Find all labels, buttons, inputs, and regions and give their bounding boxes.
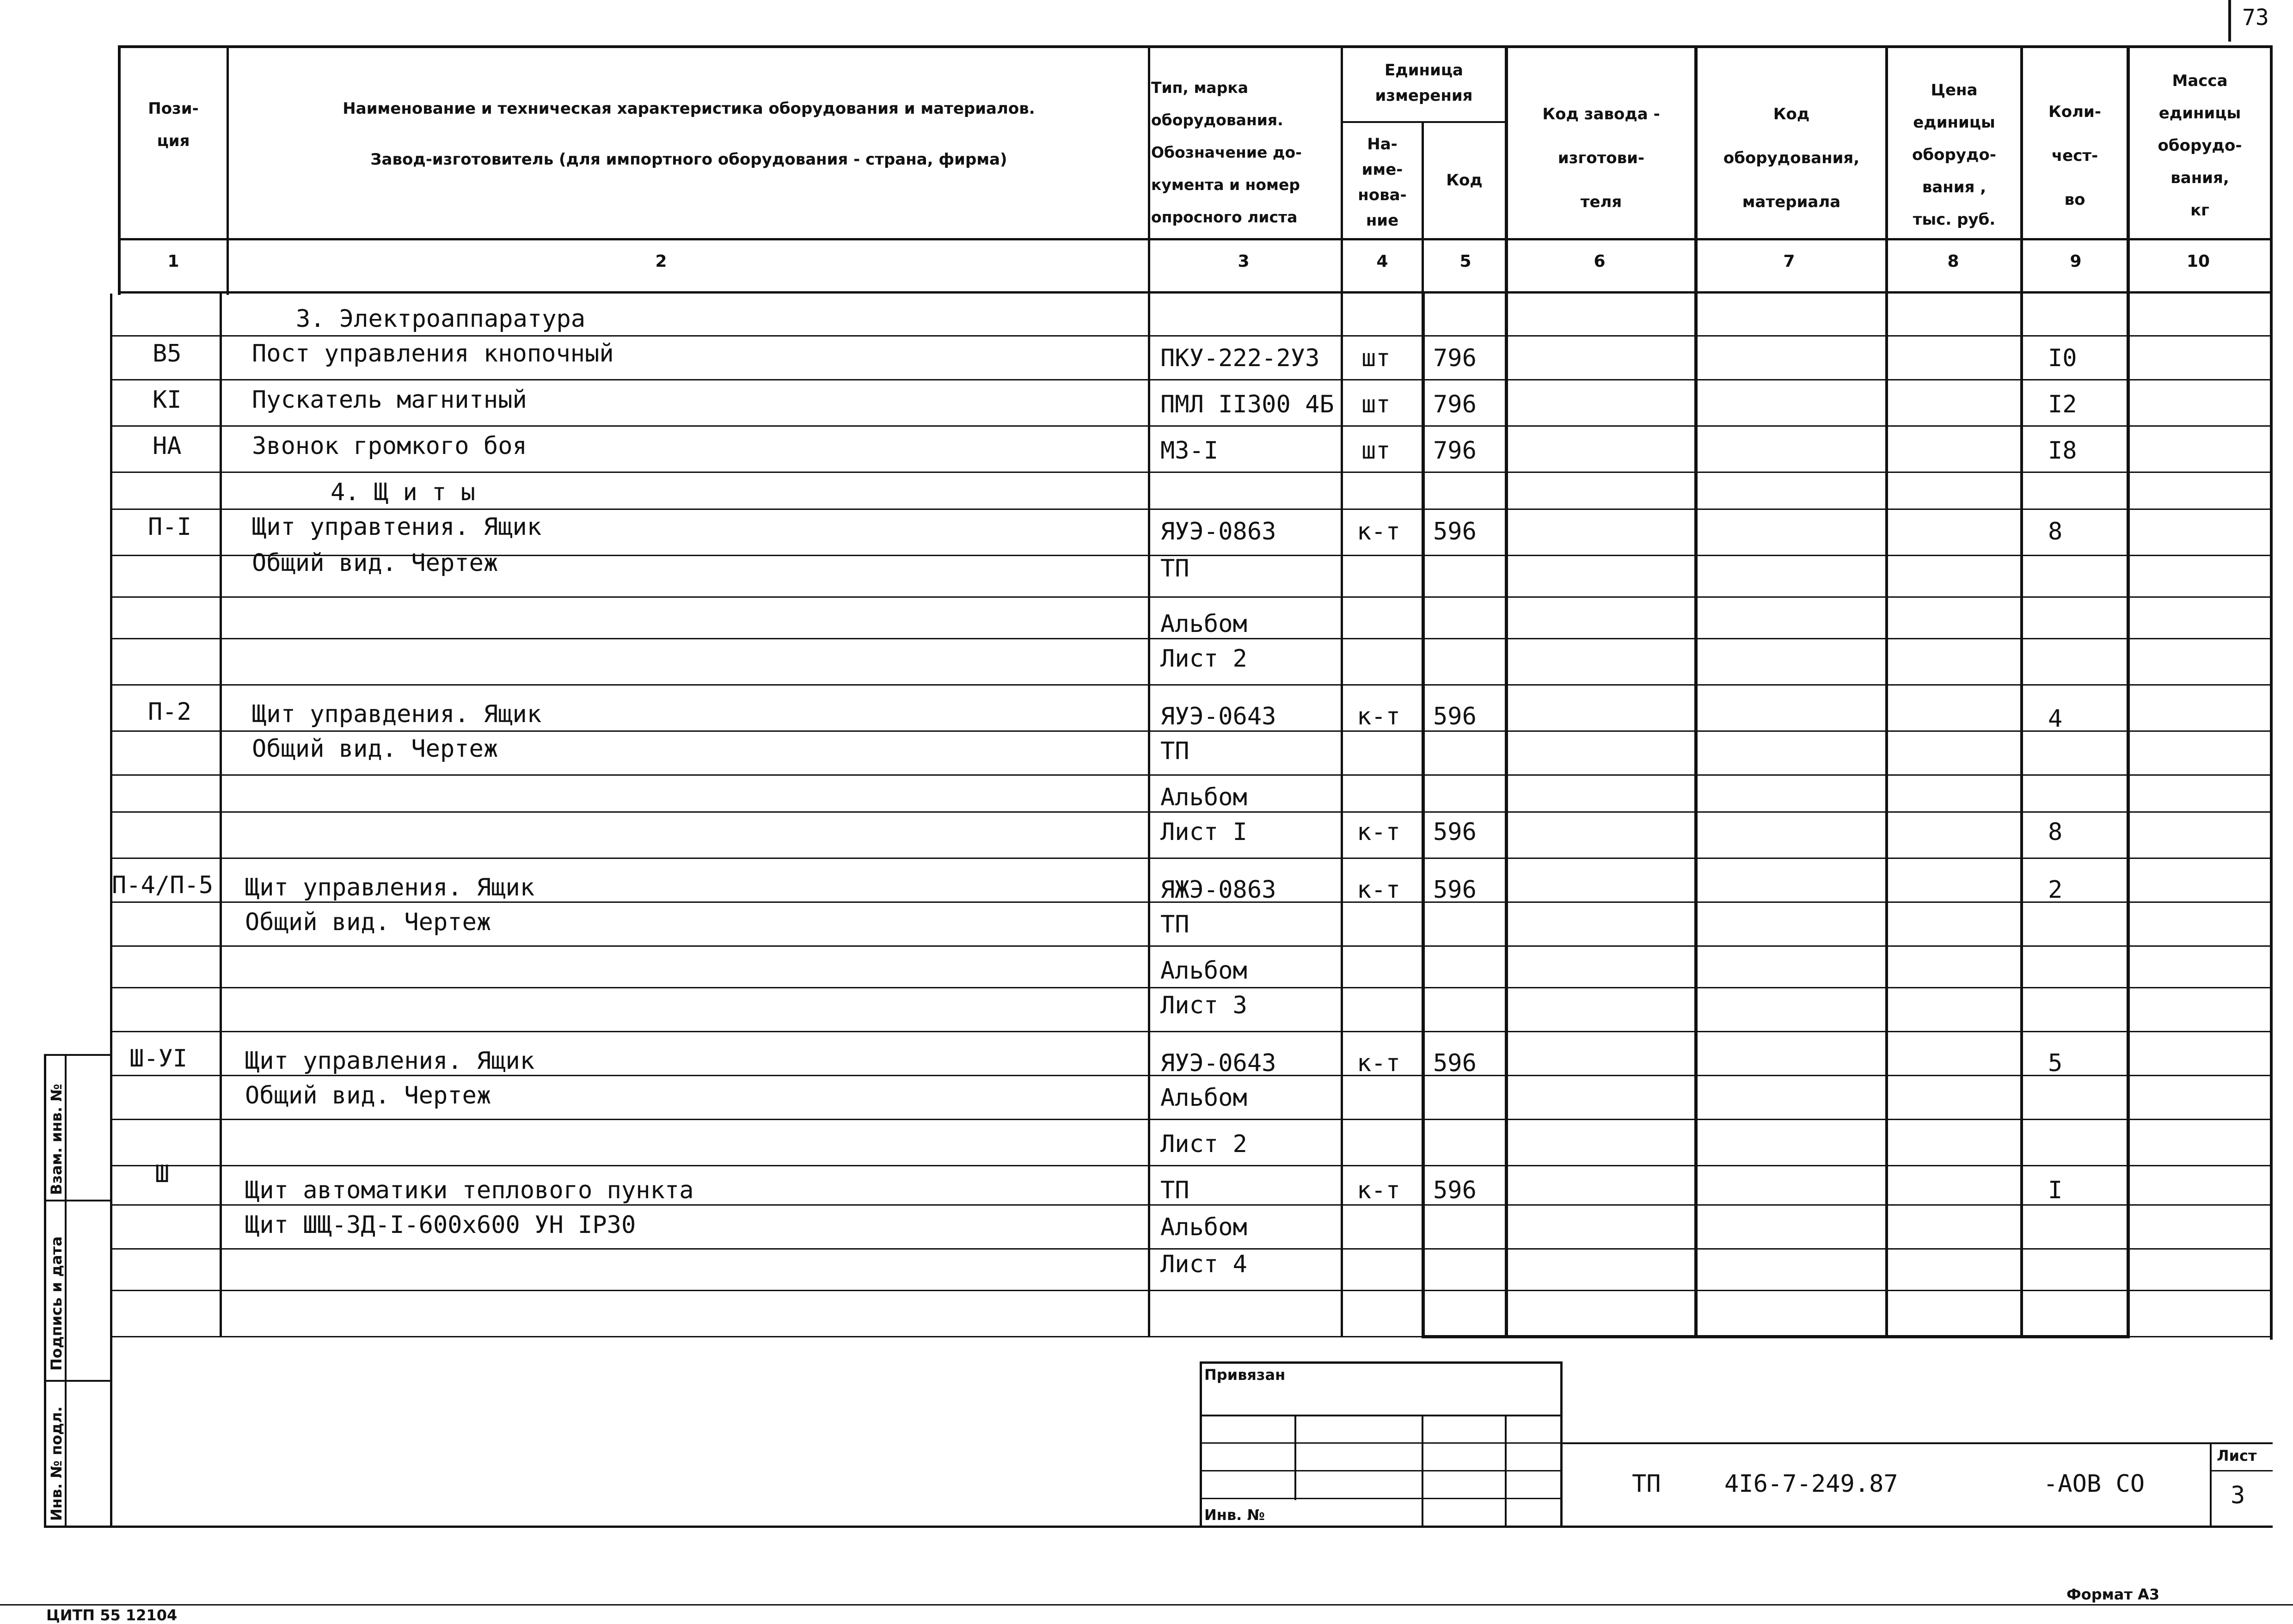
- row-qty: 8: [2048, 518, 2063, 545]
- row-qty: 5: [2048, 1049, 2063, 1077]
- header-type: Тип, марка оборудования. Обозначение до- кумента и номер опросного листа: [1151, 79, 1302, 226]
- footer-left: ЦИТП 55 12104: [46, 1606, 178, 1624]
- header-unit-price: Цена единицы оборудо- вания , тыс. руб.: [1912, 81, 1996, 229]
- row-pos: Ш-УI: [129, 1045, 188, 1072]
- row-name: Общий вид. Чертеж: [252, 549, 498, 577]
- row-unit: шт: [1361, 391, 1391, 418]
- row-type: ТП: [1160, 555, 1189, 582]
- row-qty: 4: [2048, 705, 2063, 733]
- row-pos: КI: [153, 386, 182, 414]
- row-type: Лист 2: [1160, 645, 1247, 673]
- row-type: ТП: [1160, 737, 1189, 765]
- header-unit-name: На- име- нова- ние: [1358, 135, 1407, 230]
- stamp-inv: Инв. № подл.: [48, 1406, 65, 1521]
- row-type: Лист I: [1160, 818, 1247, 846]
- inv-no-label: Инв. №: [1204, 1506, 1265, 1524]
- colnum-1: 1: [167, 252, 179, 271]
- row-name: 4. Щ и т ы: [331, 478, 476, 506]
- colnum-6: 6: [1594, 252, 1606, 271]
- doc-number: 4I6-7-249.87: [1724, 1470, 1898, 1498]
- row-name: Пост управления кнопочный: [252, 340, 614, 368]
- row-name: Щит управления. Ящик: [245, 1047, 535, 1075]
- row-qty: I8: [2048, 437, 2077, 465]
- header-position: Пози- ция: [148, 99, 199, 150]
- sheet-number: 3: [2231, 1482, 2245, 1509]
- row-name: Щит управления. Ящик: [245, 874, 535, 901]
- row-qty: I0: [2048, 344, 2077, 372]
- header-maker-code: Код завода - изготови- теля: [1542, 105, 1660, 211]
- header-unit-group: Единица измерения: [1375, 61, 1473, 105]
- row-pos: НА: [153, 432, 182, 460]
- page-number: 73: [2242, 5, 2269, 31]
- row-qty: I: [2048, 1177, 2063, 1204]
- privyazan-label: Привязан: [1204, 1366, 1286, 1384]
- row-type: Лист 3: [1160, 992, 1247, 1019]
- doc-prefix: ТП: [1632, 1470, 1661, 1498]
- colnum-2: 2: [655, 252, 667, 271]
- row-pos: П-4/П-5: [112, 871, 214, 899]
- row-qty: 8: [2048, 818, 2063, 846]
- row-type: МЗ-I: [1160, 437, 1219, 465]
- row-unit: к-т: [1357, 1049, 1400, 1077]
- row-unit: к-т: [1357, 703, 1400, 730]
- colnum-3: 3: [1238, 252, 1250, 271]
- header-name-line2: Завод-изготовитель (для импортного оборудования - страна, фирма): [370, 150, 1007, 169]
- colnum-10: 10: [2186, 252, 2210, 271]
- row-type: ЯУЭ-0643: [1160, 1049, 1276, 1077]
- header-unit-mass: Масса единицы оборудо- вания, кг: [2158, 72, 2242, 220]
- stamp-podpis: Подпись и дата: [48, 1236, 65, 1371]
- row-pos: П-I: [148, 513, 191, 541]
- row-pos: П-2: [148, 698, 191, 726]
- row-name: Звонок громкого боя: [252, 432, 527, 460]
- row-unit: к-т: [1357, 518, 1400, 545]
- header-name-line1: Наименование и техническая характеристика оборудования и материалов.: [343, 99, 1035, 118]
- header-quantity: Коли- чест- во: [2048, 103, 2101, 209]
- row-name: Щит управдения. Ящик: [252, 700, 542, 728]
- row-type: ПМЛ II300 4Б: [1160, 391, 1334, 418]
- row-unit: к-т: [1357, 1177, 1400, 1204]
- row-name: Щит управтения. Ящик: [252, 513, 542, 541]
- row-type: Лист 2: [1160, 1130, 1247, 1158]
- row-type: ЯЖЭ-0863: [1160, 876, 1276, 904]
- stamp-vzam: Взам. инв. №: [48, 1084, 65, 1195]
- row-unit: шт: [1361, 344, 1391, 372]
- row-code: 596: [1433, 876, 1477, 904]
- row-unit: шт: [1361, 437, 1391, 465]
- row-qty: 2: [2048, 876, 2063, 904]
- row-type: Альбом: [1160, 610, 1247, 638]
- colnum-5: 5: [1459, 252, 1471, 271]
- row-unit: к-т: [1357, 818, 1400, 846]
- row-name: Пускатель магнитный: [252, 386, 527, 414]
- row-code: 596: [1433, 1049, 1477, 1077]
- header-equipment-code: Код оборудования, материала: [1723, 105, 1860, 211]
- row-name: Общий вид. Чертеж: [245, 1082, 491, 1109]
- row-type: ЯУЭ-0643: [1160, 703, 1276, 730]
- row-type: ПКУ-222-2УЗ: [1160, 344, 1320, 372]
- row-name: Общий вид. Чертеж: [252, 735, 498, 763]
- row-code: 596: [1433, 818, 1477, 846]
- row-unit: к-т: [1357, 876, 1400, 904]
- sheet-label: Лист: [2217, 1447, 2257, 1465]
- colnum-9: 9: [2070, 252, 2082, 271]
- row-name: 3. Электроаппаратура: [296, 305, 586, 333]
- row-type: Альбом: [1160, 1084, 1247, 1112]
- colnum-8: 8: [1947, 252, 1959, 271]
- row-code: 596: [1433, 703, 1477, 730]
- row-type: Альбом: [1160, 1213, 1247, 1241]
- header-unit-code: Код: [1446, 171, 1483, 190]
- row-code: 796: [1433, 437, 1477, 465]
- colnum-4: 4: [1376, 252, 1388, 271]
- row-code: 596: [1433, 518, 1477, 545]
- row-type: Альбом: [1160, 957, 1247, 985]
- row-pos: Ш: [155, 1160, 170, 1188]
- doc-suffix: -АОВ СО: [2043, 1470, 2145, 1498]
- footer-right: Формат А3: [2066, 1586, 2160, 1603]
- row-type: ТП: [1160, 911, 1189, 938]
- row-name: Щит автоматики теплового пункта: [245, 1177, 694, 1204]
- row-code: 596: [1433, 1177, 1477, 1204]
- row-type: Альбом: [1160, 784, 1247, 811]
- row-type: ЯУЭ-0863: [1160, 518, 1276, 545]
- row-name: Щит ШЩ-ЗД-I-600x600 УН IP30: [245, 1211, 636, 1239]
- row-code: 796: [1433, 391, 1477, 418]
- colnum-7: 7: [1783, 252, 1795, 271]
- row-type: ТП: [1160, 1177, 1189, 1204]
- row-code: 796: [1433, 344, 1477, 372]
- row-pos: В5: [153, 340, 182, 368]
- row-name: Общий вид. Чертеж: [245, 908, 491, 936]
- row-qty: I2: [2048, 391, 2077, 418]
- row-type: Лист 4: [1160, 1250, 1247, 1278]
